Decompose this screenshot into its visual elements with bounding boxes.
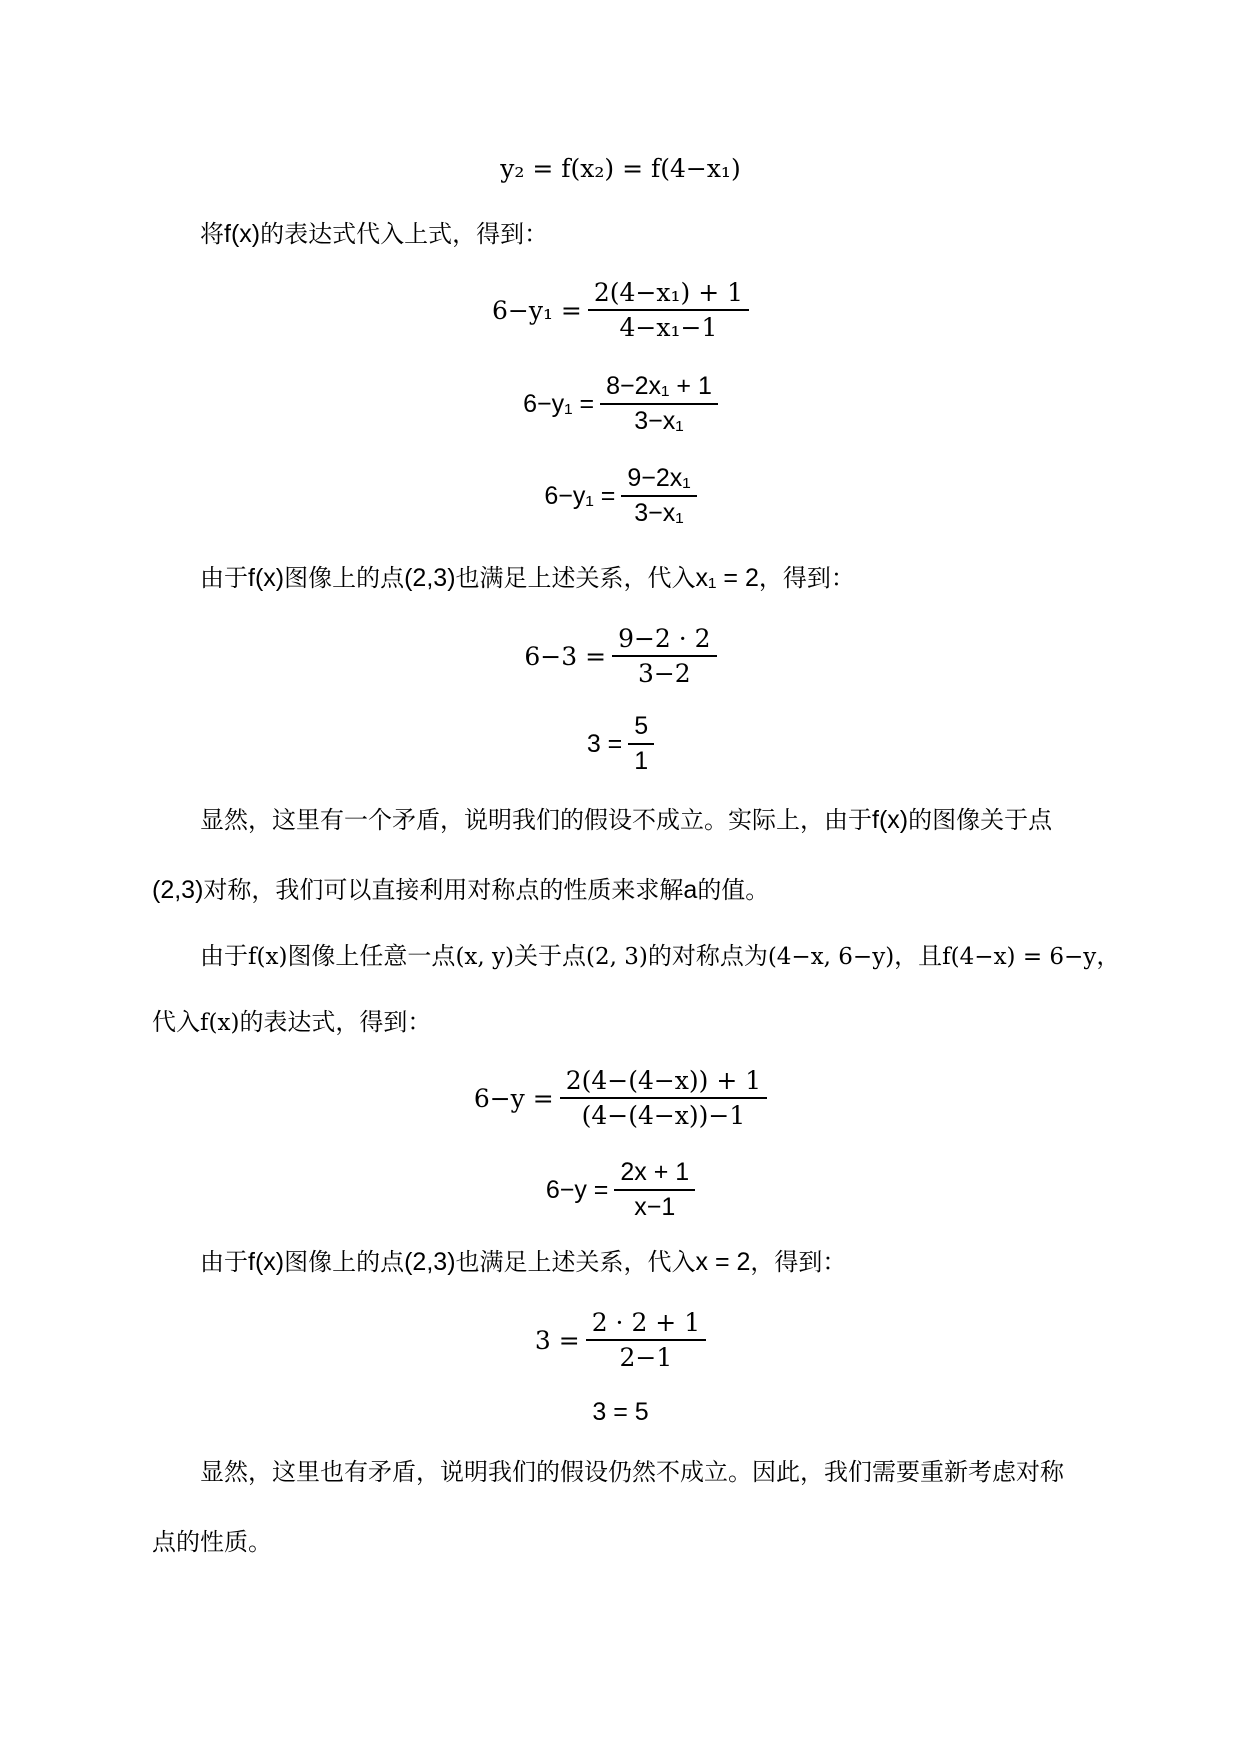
math-inline: f(x) — [248, 944, 288, 970]
text: 由于 — [200, 942, 248, 970]
fraction-denominator: (4−(4−x))−1 — [581, 1100, 746, 1130]
paragraph-contradiction-1-cont — [152, 870, 1092, 910]
equation-lhs: 3 = — [586, 729, 623, 758]
fraction-denominator: 3−x₁ — [634, 498, 684, 527]
text: 的表达式代入上式，得到： — [260, 220, 549, 248]
text: 由于 — [200, 1248, 248, 1276]
text: 的值。 — [697, 876, 770, 904]
text: 图像上的点 — [284, 564, 405, 592]
math-inline: (x, y) — [455, 944, 514, 970]
fraction-numerator: 9−2x₁ — [627, 464, 691, 493]
paragraph-point-substitution — [152, 558, 1092, 598]
text: 对称，我们可以直接利用对称点的性质来求解 — [203, 876, 684, 904]
math-inline: f(x) — [224, 220, 261, 248]
fraction-numerator: 5 — [634, 712, 649, 741]
paragraph-symmetry — [152, 936, 1121, 977]
fraction — [600, 372, 718, 436]
fraction-denominator: 1 — [634, 746, 649, 775]
fraction-numerator: 9−2 · 2 — [618, 624, 711, 654]
equation-lhs: 6−y = — [545, 1175, 609, 1204]
text: 代入 — [152, 1008, 200, 1036]
fraction-numerator: 8−2x₁ + 1 — [606, 372, 712, 401]
fraction-numerator: 2 · 2 + 1 — [591, 1308, 701, 1338]
math-inline: (2,3) — [404, 1248, 456, 1276]
text: ，得到： — [758, 564, 855, 592]
equation-lhs: 6−y₁ = — [544, 481, 616, 510]
math-inline: (4−x, 6−y) — [767, 944, 895, 970]
math-inline: f(x) — [248, 1248, 285, 1276]
math-inline: x₁ = 2 — [695, 564, 759, 592]
math-inline: f(x) — [248, 564, 285, 592]
math-inline: (2,3) — [152, 876, 204, 904]
fraction — [612, 624, 717, 688]
text: 显然，这里也有矛盾，说明我们的假设仍然不成立。因此，我们需要重新考虑对称 — [200, 1458, 1064, 1486]
text: 显然，这里有一个矛盾，说明我们的假设不成立。实际上，由于 — [200, 806, 872, 834]
text: 的图像关于点 — [908, 806, 1053, 834]
fraction-numerator: 2(4−x₁) + 1 — [593, 278, 744, 308]
math-inline: (2,3) — [404, 564, 456, 592]
text: 图像上任意一点 — [287, 942, 456, 970]
equation-text: 3 = 5 — [592, 1397, 649, 1426]
equation-text: y₂ = f(x₂) = f(4−x₁) — [500, 153, 741, 183]
math-inline: x = 2 — [695, 1248, 751, 1276]
text: 也满足上述关系，代入 — [455, 1248, 696, 1276]
text: 的对称点为 — [647, 942, 768, 970]
fraction — [621, 464, 696, 528]
equation-lhs: 3 = — [534, 1325, 580, 1355]
equation-lhs: 6−y = — [473, 1083, 554, 1113]
paragraph-point-substitution-2 — [152, 1242, 1092, 1282]
equation-lhs: 6−y₁ = — [491, 295, 582, 325]
equation-3 — [0, 456, 1241, 536]
fraction-numerator: 2(4−(4−x)) + 1 — [565, 1066, 762, 1096]
equation-lhs: 6−y₁ = — [523, 389, 595, 418]
text: 关于点 — [513, 942, 586, 970]
text: 点的性质。 — [152, 1528, 272, 1556]
equation-8 — [0, 1300, 1241, 1380]
paragraph-contradiction-1 — [152, 800, 1092, 840]
paragraph-symmetry-cont — [152, 1002, 1092, 1043]
text: ，得到： — [750, 1248, 847, 1276]
equation-lhs: 6−3 = — [524, 641, 607, 671]
math-inline: f(x) — [200, 1010, 240, 1036]
fraction — [628, 712, 654, 776]
equation-7 — [0, 1150, 1241, 1230]
fraction-denominator: 4−x₁−1 — [619, 312, 718, 342]
fraction — [588, 278, 749, 342]
equation-6 — [0, 1056, 1241, 1140]
text: 图像上的点 — [284, 1248, 405, 1276]
math-inline: (2, 3) — [585, 944, 648, 970]
fraction-denominator: 3−x₁ — [634, 406, 684, 435]
paragraph-contradiction-2-cont — [152, 1522, 1092, 1562]
equation-9 — [0, 1392, 1241, 1432]
text: 由于 — [200, 564, 248, 592]
text: 将 — [200, 220, 224, 248]
text: ，且 — [894, 942, 943, 970]
fraction — [586, 1308, 706, 1372]
equation-5 — [0, 704, 1241, 784]
fraction-denominator: 2−1 — [619, 1342, 673, 1372]
fraction-denominator: 3−2 — [637, 658, 691, 688]
text: 也满足上述关系，代入 — [455, 564, 696, 592]
fraction — [614, 1158, 695, 1222]
math-inline: f(4−x) = 6−y — [942, 944, 1097, 970]
math-inline: a — [683, 876, 698, 904]
paragraph-substitute — [152, 214, 1092, 254]
text: ， — [1096, 942, 1121, 970]
paragraph-contradiction-2 — [152, 1452, 1092, 1492]
math-inline: f(x) — [872, 806, 909, 834]
equation-1 — [0, 270, 1241, 350]
fraction-denominator: x−1 — [634, 1192, 676, 1221]
equation-2 — [0, 364, 1241, 444]
fraction-numerator: 2x + 1 — [620, 1158, 690, 1187]
fraction — [560, 1066, 767, 1130]
equation-4 — [0, 616, 1241, 696]
text: 的表达式，得到： — [239, 1008, 432, 1036]
equation-y2 — [0, 148, 1241, 188]
